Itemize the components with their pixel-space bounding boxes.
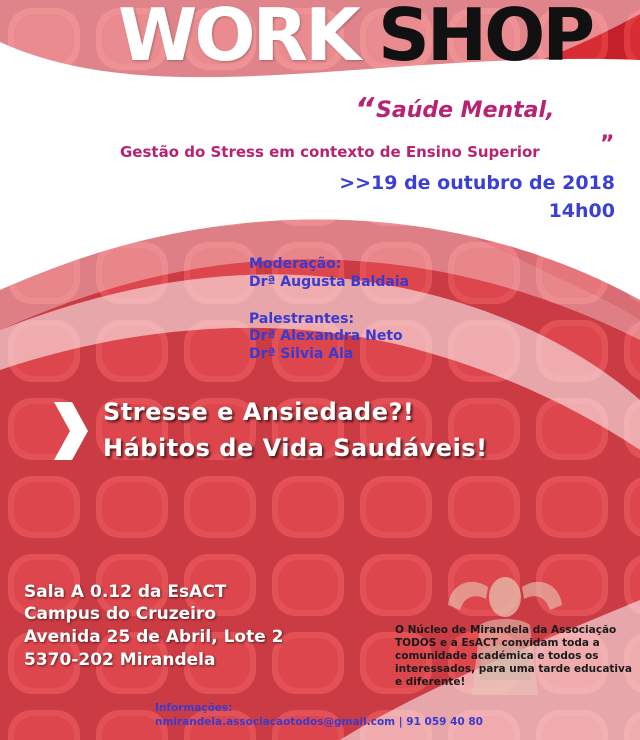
event-time: 14h00 [548, 200, 615, 222]
quote-close: ” [600, 132, 615, 157]
speaker-name: Drª Silvia Ala [249, 346, 354, 362]
moderation-label: Moderação: [249, 256, 342, 272]
title-shop: SHOP [378, 0, 593, 77]
location-line: Avenida 25 de Abril, Lote 2 [24, 627, 284, 647]
invitation-text: O Núcleo de Mirandela da Associação TODOS e a EsACT convidam toda a comunidade académica e todos os interessados, para uma tarde educativa e diferente! [395, 624, 632, 688]
speaker-name: Drª Alexandra Neto [249, 328, 403, 344]
subtitle-line-2: Gestão do Stress em contexto de Ensino Superior [120, 143, 540, 161]
topic-heading: Hábitos de Vida Saudáveis! [103, 434, 488, 462]
title-work: WORK [118, 0, 358, 77]
topic-heading: Stresse e Ansiedade?! [103, 398, 415, 426]
location-line: Campus do Cruzeiro [24, 604, 217, 624]
moderator-name: Drª Augusta Baldaia [249, 274, 410, 290]
subtitle-line-1: Saúde Mental, [376, 98, 555, 123]
location-line: 5370-202 Mirandela [24, 650, 216, 670]
contact-label: Informações: [155, 702, 233, 714]
contact-line: nmirandela.associacaotodos@gmail.com | 91 059 40 80 [155, 716, 483, 728]
event-date: >>19 de outubro de 2018 [339, 172, 615, 194]
location-line: Sala A 0.12 da EsACT [24, 582, 227, 602]
speakers-label: Palestrantes: [249, 311, 355, 327]
chevron-right-icon [50, 400, 90, 462]
quote-open: “ [355, 92, 375, 127]
